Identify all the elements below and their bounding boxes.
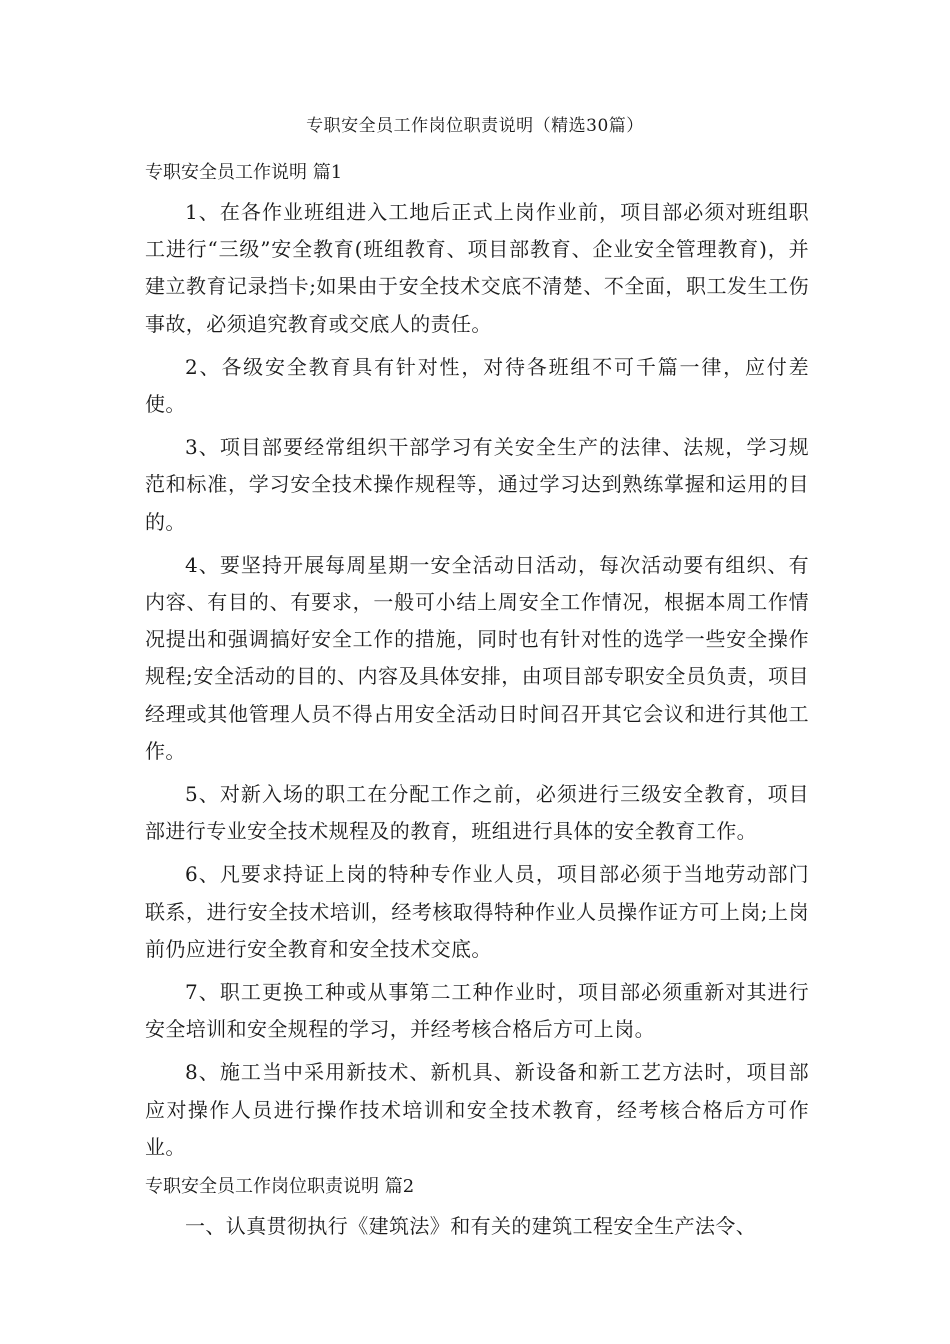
paragraph: 一、认真贯彻执行《建筑法》和有关的建筑工程安全生产法令、 xyxy=(185,1214,757,1239)
paragraph: 4、要坚持开展每周星期一安全活动日活动，每次活动要有组织、有内容、有目的、有要求，一般可小结上周安全工作情况，根据本周工作情况提出和强调搞好安全工作的措施，同时也有针对性的选学一些安全操作规程;安全活动的目的、内容及具体安排，由项目部专职安全员负责，项目经理或其他管理人员不得占用安全活动日时间召开其它会议和进行其他工作。 xyxy=(145,552,809,763)
paragraph: 3、项目部要经常组织干部学习有关安全生产的法律、法规，学习规范和标准，学习安全技术操作规程等，通过学习达到熟练掌握和运用的目的。 xyxy=(145,435,809,534)
document-title: 专职安全员工作岗位职责说明（精选30篇） xyxy=(306,116,644,136)
section-heading: 专职安全员工作岗位职责说明 篇2 xyxy=(145,1176,415,1198)
paragraph: 6、凡要求持证上岗的特种专作业人员，项目部必须于当地劳动部门联系，进行安全技术培训，经考核取得特种作业人员操作证方可上岗;上岗前仍应进行安全教育和安全技术交底。 xyxy=(145,862,809,961)
document-body xyxy=(145,158,809,1251)
paragraph: 1、在各作业班组进入工地后正式上岗作业前，项目部必须对班组职工进行“三级”安全教育(班组教育、项目部教育、企业安全管理教育)，并建立教育记录挡卡;如果由于安全技术交底不清楚、不全面，职工发生工伤事故，必须追究教育或交底人的责任。 xyxy=(145,200,809,336)
paragraph: 5、对新入场的职工在分配工作之前，必须进行三级安全教育，项目部进行专业安全技术规程及的教育，班组进行具体的安全教育工作。 xyxy=(145,782,809,844)
paragraph: 7、职工更换工种或从事第二工种作业时，项目部必须重新对其进行安全培训和安全规程的学习，并经考核合格后方可上岗。 xyxy=(145,980,809,1042)
paragraph: 2、各级安全教育具有针对性，对待各班组不可千篇一律，应付差使。 xyxy=(145,354,809,417)
section-heading: 专职安全员工作说明 篇1 xyxy=(145,162,343,183)
paragraph: 8、施工当中采用新技术、新机具、新设备和新工艺方法时，项目部应对操作人员进行操作技术培训和安全技术教育，经考核合格后方可作业。 xyxy=(145,1060,809,1159)
